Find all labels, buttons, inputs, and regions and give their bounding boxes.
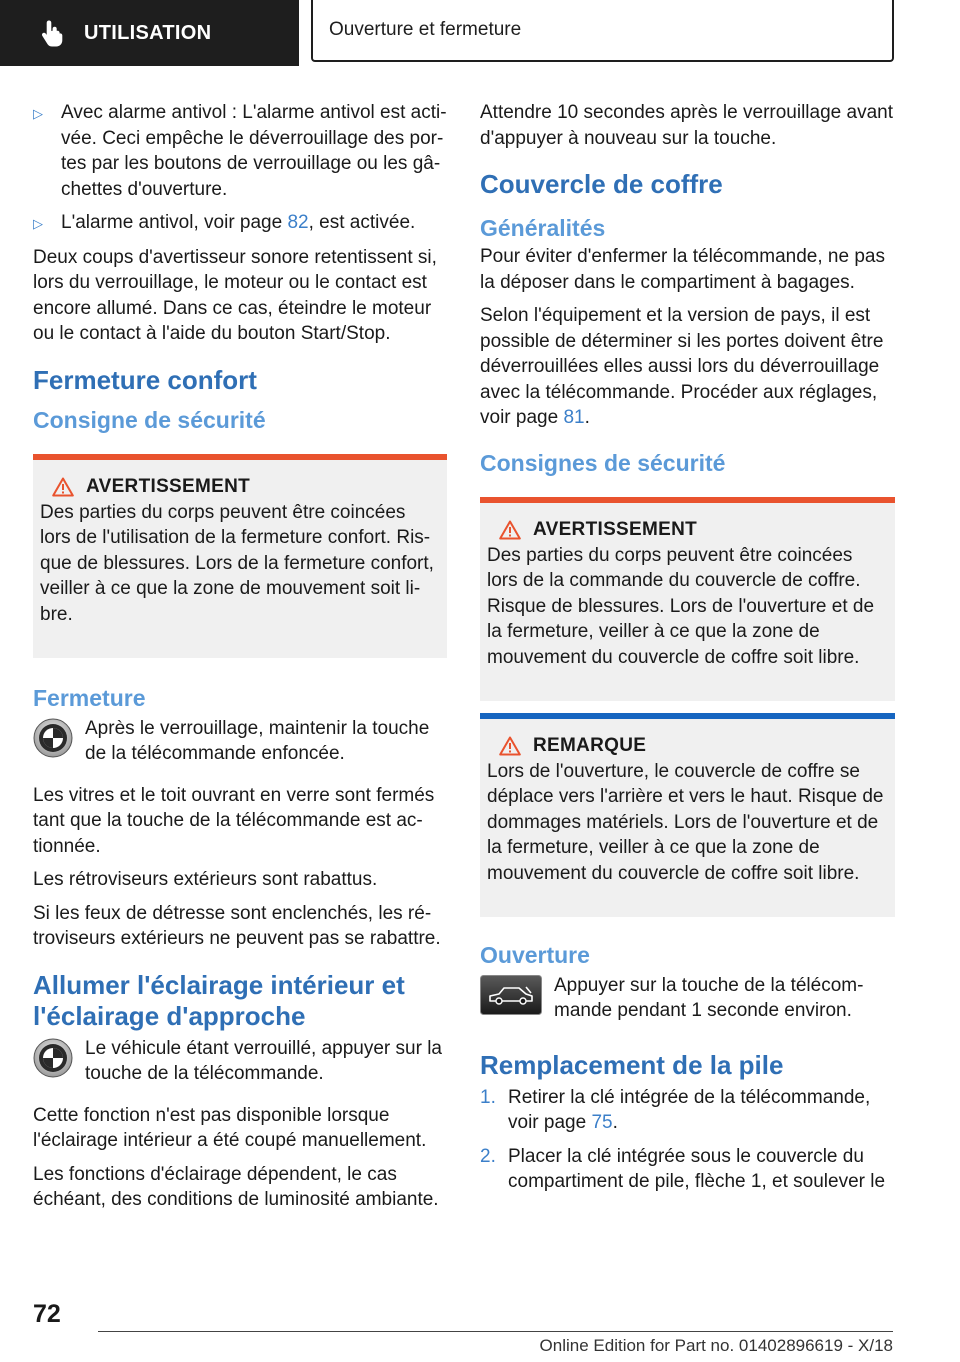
warning-box	[480, 497, 895, 701]
bullet-text: L'alarme antivol, voir page 82, est activée.	[61, 212, 416, 233]
warning-header	[40, 476, 439, 498]
bmw-lock-button-icon	[33, 1038, 73, 1078]
bullet-text: Avec alarme antivol : L'alarme antivol est activée. Ceci empêche le déverrouillage des portes par les boutons de verrouillage ou les gâchettes d'ouverture.	[61, 102, 447, 200]
paragraph: Si les feux de détresse sont enclenchés, les rétroviseurs extérieurs ne peuvent pas se rabattre.	[33, 902, 441, 949]
note-box	[480, 713, 895, 917]
warning-triangle-icon	[52, 477, 74, 497]
heading-couvercle-coffre: Couvercle de coffre	[480, 169, 723, 199]
page-number: 72	[33, 1300, 61, 1328]
remote-instruction	[33, 1036, 447, 1087]
section-title: UTILISATION	[84, 21, 212, 44]
instruction-text: Le véhicule étant verrouillé, appuyer sur la touche de la télécommande.	[85, 1037, 442, 1084]
warning-text: Des parties du corps peuvent être coincées lors de la commande du couvercle de coffre. Risque de blessures. Lors de l'ouverture et de la fermeture, veiller à ce que la zone de mouvement du couvercle de coffre soit libre.	[487, 544, 875, 668]
heading-consigne-securite: Consigne de sécurité	[33, 406, 266, 433]
bmw-lock-icon-wrapper	[33, 718, 73, 767]
heading-fermeture-confort: Fermeture confort	[33, 364, 257, 395]
instruction-text: Après le verrouillage, maintenir la touche de la télécommande enfoncée.	[85, 717, 430, 764]
heading-ouverture: Ouverture	[480, 941, 590, 968]
paragraph: Cette fonction n'est pas disponible lorsque l'éclairage intérieur a été coupé manuellement.	[33, 1104, 427, 1151]
trunk-button-icon	[480, 975, 542, 1015]
heading-remplacement-pile: Remplacement de la pile	[480, 1049, 784, 1080]
warning-title: AVERTISSEMENT	[533, 518, 698, 540]
step-text: Placer la clé intégrée sous le couvercle du compartiment de pile, flèche 1, et soulever le	[508, 1145, 886, 1192]
section-tab	[0, 0, 299, 66]
subsection-tab	[311, 0, 894, 62]
paragraph: Les rétroviseurs extérieurs sont rabattus.	[33, 869, 378, 890]
remote-instruction	[480, 973, 895, 1024]
paragraph: Deux coups d'avertisseur sonore retentissent si, lors du verrouillage, le moteur ou le contact est encore allumé. Dans ce cas, éteindre le moteur ou le contact à l'aide du bouton Start/Stop.	[33, 246, 437, 344]
page-link-82[interactable]: 82	[287, 212, 309, 233]
page-header	[0, 0, 960, 66]
heading-fermeture: Fermeture	[33, 684, 146, 711]
instruction-text: Appuyer sur la touche de la télécommande pendant 1 seconde environ.	[554, 974, 864, 1021]
bmw-lock-icon-wrapper	[33, 1038, 73, 1087]
heading-consignes-securite: Consignes de sécurité	[480, 449, 726, 476]
warning-header	[487, 519, 887, 541]
step-number: 2.	[480, 1145, 496, 1167]
step-text: Retirer la clé intégrée de la télécommande, voir page 75.	[508, 1086, 871, 1133]
warning-title: AVERTISSEMENT	[86, 475, 251, 497]
triangle-bullet-icon: ▷	[33, 106, 43, 121]
bmw-lock-button-icon	[33, 718, 73, 758]
triangle-bullet-icon: ▷	[33, 216, 43, 231]
bullet-item	[33, 210, 447, 237]
trunk-icon-wrapper	[480, 975, 542, 1024]
warning-triangle-icon	[499, 520, 521, 540]
hand-pointer-icon	[40, 19, 66, 47]
paragraph: Les fonctions d'éclairage dépendent, le cas échéant, des conditions de luminosité ambiante.	[33, 1163, 439, 1210]
warning-text: Des parties du corps peuvent être coincées lors de l'utilisation de la fermeture confort. Risque de blessures. Lors de la fermeture confort, veiller à ce que la zone de mouvement soit libre.	[40, 501, 434, 625]
page-link-81[interactable]: 81	[563, 407, 585, 428]
list-item	[480, 1144, 895, 1195]
left-column	[33, 100, 447, 1221]
edition-text: Online Edition for Part no. 01402896619 - X/18	[539, 1336, 893, 1355]
warning-box	[33, 454, 447, 658]
caution-triangle-icon	[499, 736, 521, 756]
remote-instruction	[33, 716, 447, 767]
note-title: REMARQUE	[533, 734, 647, 756]
subsection-title: Ouverture et fermeture	[329, 19, 522, 40]
paragraph: Pour éviter d'enfermer la télécommande, ne pas la déposer dans le compartiment à bagages.	[480, 246, 885, 293]
paragraph: Attendre 10 secondes après le verrouillage avant d'appuyer à nouveau sur la touche.	[480, 102, 893, 149]
page-link-75[interactable]: 75	[591, 1112, 613, 1133]
right-column	[480, 100, 895, 1203]
note-text: Lors de l'ouverture, le couvercle de coffre se déplace vers l'arrière et vers le haut. Risque de dommages matériels. Lors de l'ouverture et de la fermeture, veiller à ce que la zone de mouvement du couvercle de coffre soit libre.	[487, 760, 884, 884]
footer-divider	[98, 1331, 893, 1332]
heading-generalites: Généralités	[480, 215, 606, 241]
paragraph: Selon l'équipement et la version de pays, il est possible de déterminer si les portes doivent être déverrouillées elles aussi lors du déverrouillage avec la télécommande. Procéder aux réglages, voir page 81.	[480, 305, 884, 428]
list-item	[480, 1085, 895, 1136]
paragraph: Les vitres et le toit ouvrant en verre sont fermés tant que la touche de la télécommande est actionnée.	[33, 784, 435, 857]
heading-allumer-eclairage: Allumer l'éclairage intérieur et l'éclairage d'approche	[33, 969, 405, 1031]
note-header	[487, 735, 887, 757]
bullet-item	[33, 100, 447, 202]
step-number: 1.	[480, 1086, 496, 1108]
